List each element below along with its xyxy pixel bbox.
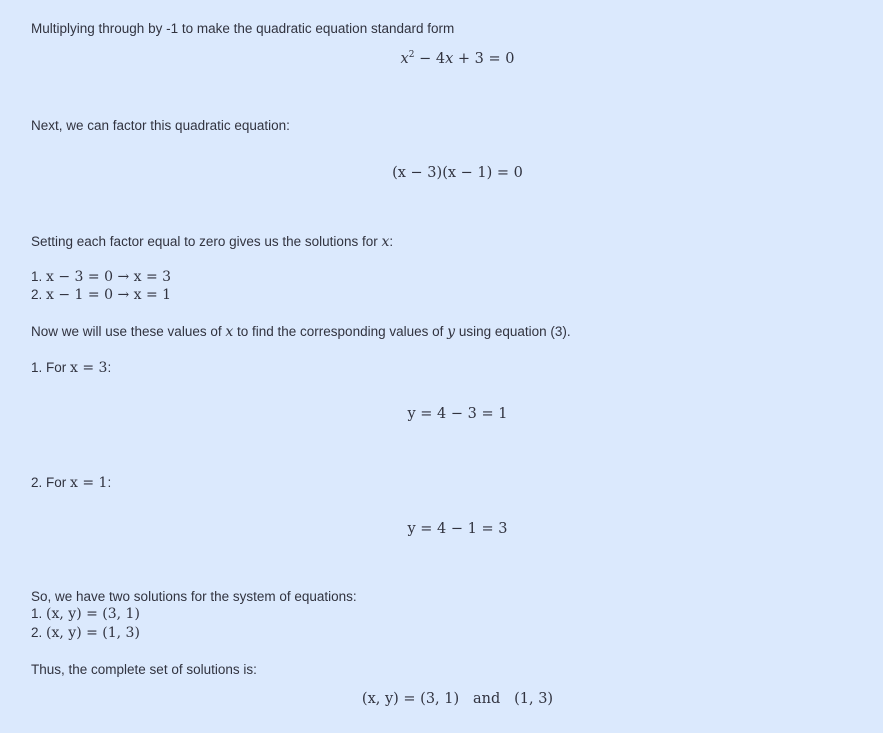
use-text-post: using equation (3). (455, 324, 571, 339)
quadratic-x2: x (445, 51, 454, 67)
factor-solution-2 (31, 286, 171, 304)
final-equation (0, 689, 883, 709)
case-label: 2. For (31, 475, 71, 490)
factored-equation: (x − 3)(x − 1) = 0 (392, 165, 523, 181)
setting-text-var: x (381, 234, 390, 250)
use-text-mid: to find the corresponding values of (233, 324, 448, 339)
factor-solution-expr: x − 1 = 0 → x = 1 (46, 287, 172, 303)
list-number: 2. (31, 625, 43, 640)
case-label: 1. For (31, 360, 71, 375)
use-text-var-y: y (447, 324, 456, 340)
case-condition: x = 3 (70, 360, 108, 376)
intro-text: Multiplying through by -1 to make the quadratic equation standard form (31, 21, 455, 36)
solution-2 (31, 624, 140, 642)
factor-text: Next, we can factor this quadratic equation: (31, 118, 290, 133)
quadratic-x: x (400, 51, 409, 67)
quadratic-exponent: 2 (408, 50, 415, 61)
solution-1 (31, 605, 140, 623)
final-text: Thus, the complete set of solutions is: (31, 662, 257, 677)
case-2-label (31, 474, 111, 492)
solution-expr: (x, y) = (3, 1) (46, 606, 140, 622)
summary-text: So, we have two solutions for the system of equations: (31, 589, 357, 604)
quadratic-rest: − 4 (414, 51, 446, 67)
solution-expr: (x, y) = (1, 3) (46, 625, 140, 641)
setting-text (31, 233, 393, 251)
factor-solution-1 (31, 268, 171, 286)
list-number: 2. (31, 287, 43, 302)
quadratic-equation (0, 49, 883, 69)
case-1-equation: y = 4 − 3 = 1 (407, 406, 508, 422)
case-condition: x = 1 (70, 475, 108, 491)
use-values-text (31, 323, 571, 341)
list-number: 1. (31, 269, 43, 284)
case-1-label (31, 359, 111, 377)
factor-solution-expr: x − 3 = 0 → x = 3 (46, 269, 172, 285)
final-and: and (473, 691, 501, 707)
final-right: (1, 3) (514, 691, 554, 707)
setting-text-pre: Setting each factor equal to zero gives us the solutions for (31, 234, 382, 249)
setting-text-post: : (389, 234, 394, 249)
list-number: 1. (31, 606, 43, 621)
case-2-equation: y = 4 − 1 = 3 (407, 521, 508, 537)
final-left: (x, y) = (3, 1) (361, 691, 460, 707)
use-text-var-x: x (225, 324, 234, 340)
use-text-pre: Now we will use these values of (31, 324, 226, 339)
case-colon: : (107, 360, 112, 375)
quadratic-tail: + 3 = 0 (453, 51, 515, 67)
case-colon: : (107, 475, 112, 490)
